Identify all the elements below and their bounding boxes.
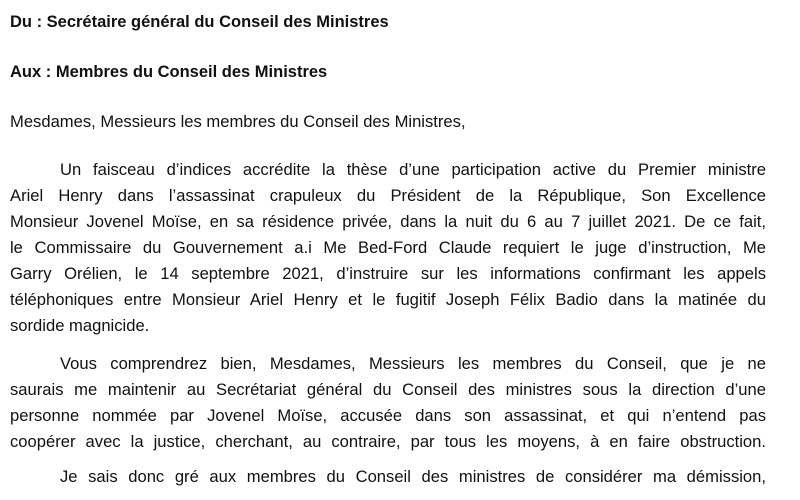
paragraph-line: sordide magnicide. (10, 316, 150, 335)
paragraph-line: Monsieur Jovenel Moïse, en sa résidence privée, dans la nuit du 6 au 7 juillet 2021. De ce fait, (10, 212, 766, 231)
paragraph-line: le Commissaire du Gouvernement a.i Me Bed-Ford Claude requiert le juge d’instruction, Me (10, 238, 766, 257)
paragraph-line: Je sais donc gré aux membres du Conseil des ministres de considérer ma démission, (60, 467, 766, 486)
paragraph-line: coopérer avec la justice, cherchant, au contraire, par tous les moyens, à en faire obstruction. (10, 432, 766, 451)
paragraph-line: Garry Orélien, le 14 septembre 2021, d’instruire sur les informations confirmant les appels (10, 264, 766, 283)
to-line: Aux : Membres du Conseil des Ministres (10, 63, 328, 81)
paragraph-line: Ariel Henry dans l’assassinat crapuleux du Président de la République, Son Excellence (10, 186, 766, 205)
salutation: Mesdames, Messieurs les membres du Conseil des Ministres, (10, 112, 466, 131)
paragraph-line: téléphoniques entre Monsieur Ariel Henry et le fugitif Joseph Félix Badio dans la matinée du (10, 290, 766, 309)
paragraph-line: saurais me maintenir au Secrétariat général du Conseil des ministres sous la direction d’une (10, 380, 766, 399)
paragraph-line: Vous comprendrez bien, Mesdames, Messieurs les membres du Conseil, que je ne (60, 354, 766, 373)
paragraph-line: Un faisceau d’indices accrédite la thèse d’une participation active du Premier ministre (60, 160, 766, 179)
paragraph-line: personne nommée par Jovenel Moïse, accusée dans son assassinat, et qui n’entend pas (10, 406, 766, 425)
from-line: Du : Secrétaire général du Conseil des Ministres (10, 13, 389, 31)
